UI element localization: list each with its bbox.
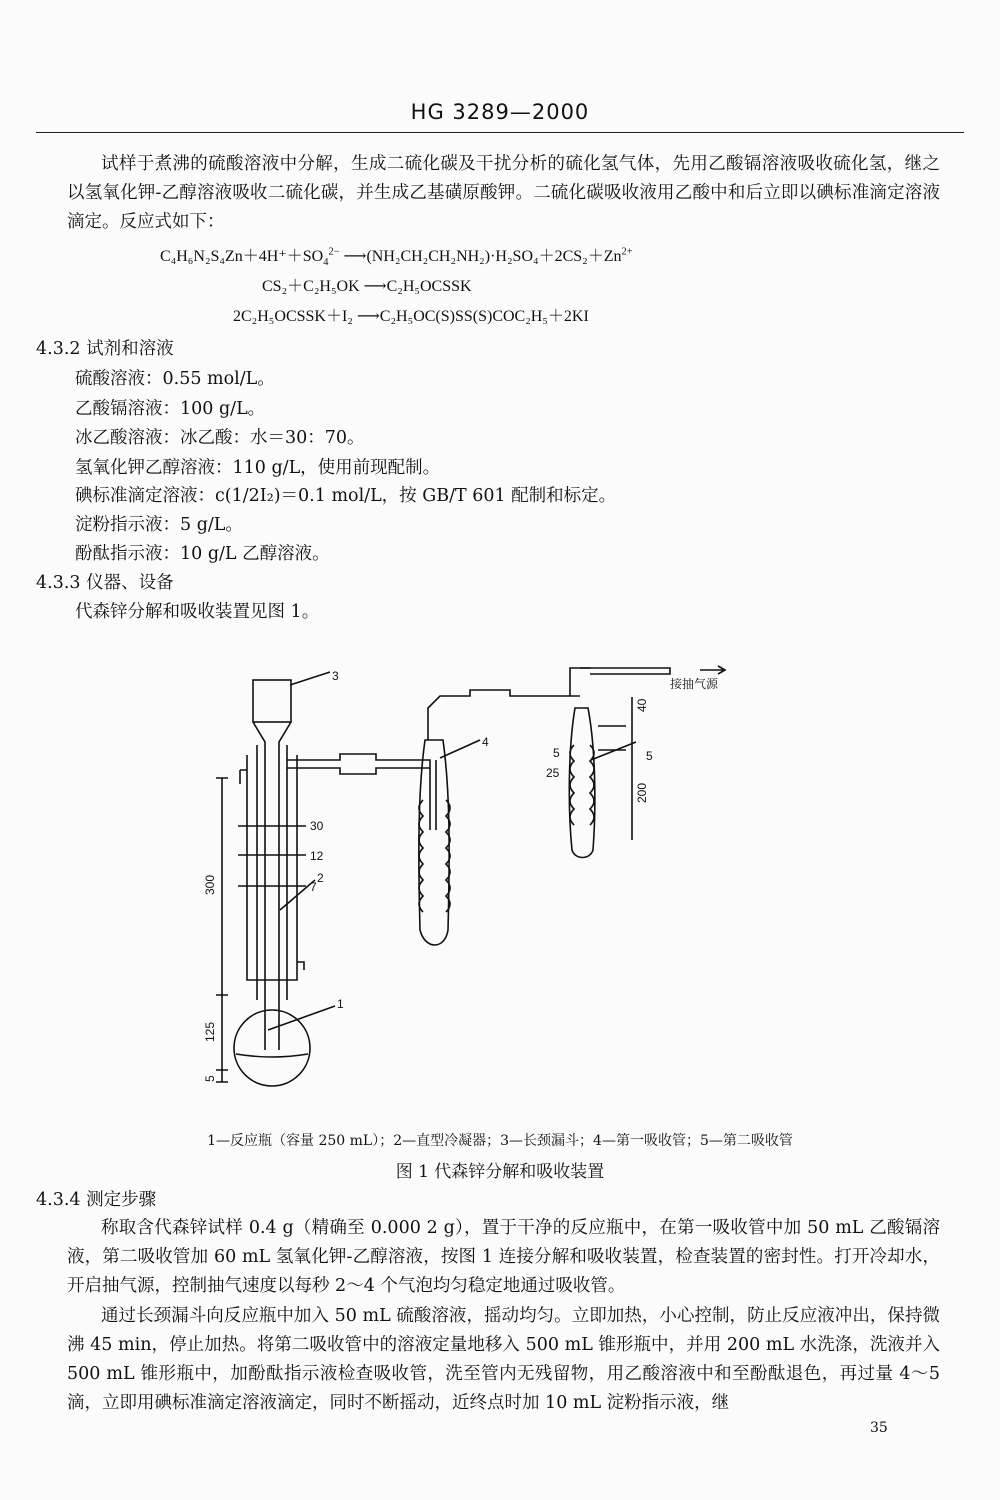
absorber-1-inlet <box>430 760 436 830</box>
funnel-top <box>253 680 291 722</box>
dim-300-label: 300 <box>203 874 217 895</box>
section-4-3-2-heading: 4.3.2 试剂和溶液 <box>36 339 174 359</box>
equation-2: CS₂＋C₂H₅OK ⟶C₂H₅OCSSK <box>262 278 472 295</box>
apparatus-figure <box>180 650 780 1095</box>
label-5b: 5 <box>646 749 653 763</box>
absorber-1-bulbs <box>419 800 450 912</box>
diameter-lines <box>238 826 306 886</box>
section-4-3-3-heading: 4.3.3 仪器、设备 <box>36 573 174 593</box>
standard-header: HG 3289—2000 <box>410 100 590 124</box>
apparatus-text: 代森锌分解和吸收装置见图 1。 <box>75 602 320 622</box>
equation-3: 2C₂H₅OCSSK＋I₂ ⟶C₂H₅OC(S)SS(S)COC₂H₅＋2KI <box>233 308 589 325</box>
absorber-2-bulbs <box>570 745 594 825</box>
reagent-item: 酚酞指示液：10 g/L 乙醇溶液。 <box>75 544 330 564</box>
label-2: 2 <box>317 871 324 885</box>
water-outlet <box>297 962 304 970</box>
reagent-item: 乙酸镉溶液：100 g/L。 <box>75 399 266 419</box>
section-4-3-4-heading: 4.3.4 测定步骤 <box>36 1190 157 1210</box>
dim-25-label: 25 <box>546 766 560 780</box>
absorber-2-inlet <box>570 668 590 696</box>
label-3: 3 <box>332 669 339 683</box>
equation-1: $C_4H_6N_2S_4Zn+4H^++SO_4^{2-}$ $⟶(NH_2CH_2CH_2NH_2)\cdot H_2SO_4+2CS_2+Zn^{2+}$ <box>160 246 633 269</box>
dim-5 <box>216 1070 228 1082</box>
dim-40-label: 40 <box>635 698 649 712</box>
figure-legend: 1—反应瓶（容量 250 mL）；2—直型冷凝器；3—长颈漏斗；4—第一吸收管；5—第二吸收管 <box>207 1133 793 1149</box>
condenser-jacket <box>247 755 297 980</box>
header-rule <box>36 132 964 133</box>
procedure-paragraph-1: 称取含代森锌试样 0.4 g（精确至 0.000 2 g），置于干净的反应瓶中，在第一吸收管中加 50 mL 乙酸镉溶液，第二吸收管加 60 mL 氢氧化钾-乙醇溶液，按图 1 连接分解和吸收装置，检查装置的密封性。打开冷却水，开启抽气源，控制抽气速度以每秒 2～4 个气泡均匀稳定地通过吸收管。 <box>67 1218 940 1296</box>
label-1: 1 <box>337 997 344 1011</box>
reagent-item: 淀粉指示液：5 g/L。 <box>75 515 243 535</box>
dim-7-label: 7 <box>310 880 317 894</box>
reagent-item: 硫酸溶液：0.55 mol/L。 <box>75 369 275 389</box>
pump-label: 接抽气源 <box>670 677 719 691</box>
water-inlet <box>240 770 247 784</box>
dim-200-label: 200 <box>635 782 649 803</box>
dim-right-ticks <box>598 726 626 750</box>
reaction-flask <box>234 1010 310 1086</box>
page-number: 35 <box>870 1420 888 1436</box>
flask-liquid <box>236 1054 308 1057</box>
connecting-tube-1 <box>287 754 430 774</box>
pump-tube <box>580 668 670 674</box>
figure-caption: 图 1 代森锌分解和吸收装置 <box>395 1162 605 1182</box>
first-absorber-tube <box>419 740 449 945</box>
dim-300 <box>216 778 228 995</box>
reagent-item: 冰乙酸溶液：冰乙酸：水＝30：70。 <box>75 428 365 448</box>
intro-paragraph: 试样于煮沸的硫酸溶液中分解，生成二硫化碳及干扰分析的硫化氢气体，先用乙酸镉溶液吸收硫化氢，继之以氢氧化钾-乙醇溶液吸收二硫化碳，并生成乙基磺原酸钾。二硫化碳吸收液用乙酸中和后立即以碘标准滴定溶液滴定。反应式如下： <box>67 154 940 232</box>
reagent-item: 氢氧化钾乙醇溶液：110 g/L，使用前现配制。 <box>75 458 441 478</box>
dim-125 <box>216 995 228 1070</box>
pump-arrow <box>700 666 725 674</box>
second-absorber-tube <box>569 708 595 858</box>
dim-12-label: 12 <box>310 849 324 863</box>
condenser-tube <box>257 745 287 1000</box>
dim-5-label: 5 <box>203 1075 217 1082</box>
reagent-item: 碘标准滴定溶液：c(1/2I₂)＝0.1 mol/L，按 GB/T 601 配制和标定。 <box>75 486 617 506</box>
label-4: 4 <box>482 735 489 749</box>
dim-30-label: 30 <box>310 819 324 833</box>
dim-125-label: 125 <box>203 1021 217 1042</box>
label-5a: 5 <box>553 746 560 760</box>
absorber-1-outlet-tube <box>428 690 570 740</box>
procedure-paragraph-2: 通过长颈漏斗向反应瓶中加入 50 mL 硫酸溶液，摇动均匀。立即加热，小心控制，防止反应液冲出，保持微沸 45 min，停止加热。将第二吸收管中的溶液定量地移入 500 mL 锥形瓶中，并用 200 mL 水洗涤，洗液并入 500 mL 锥形瓶中，加酚酞指示液检查吸收管，洗至管内无残留物，用乙酸溶液中和至酚酞退色，再过量 4～5 滴，立即用碘标准滴定溶液滴定，同时不断摇动，近终点时加 10 mL 淀粉指示液，继 <box>67 1306 940 1413</box>
